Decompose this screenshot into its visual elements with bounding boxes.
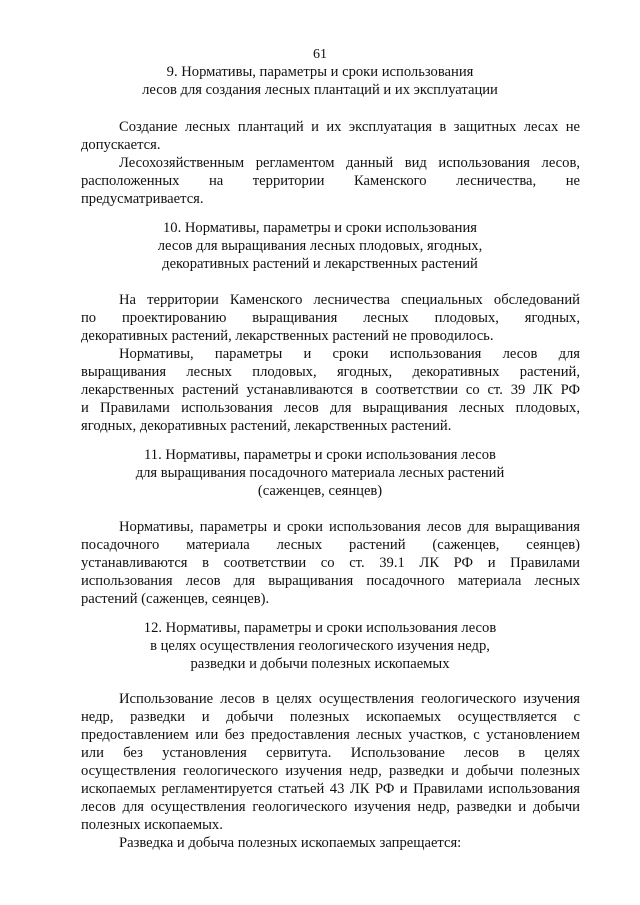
heading-line: 9. Нормативы, параметры и сроки использования xyxy=(166,64,474,80)
heading-line: 11. Нормативы, параметры и сроки использования лесов xyxy=(144,447,496,463)
section-10-heading xyxy=(0,219,640,273)
paragraph-line: лесов для осуществления геологического изучения недр, разведки и добычи xyxy=(81,799,580,815)
paragraph-line: Нормативы, параметры и сроки использования лесов для выращивания xyxy=(119,519,580,535)
section-12-heading xyxy=(0,619,640,673)
paragraph-line: Лесохозяйственным регламентом данный вид использования лесов, xyxy=(119,155,580,171)
paragraph-line: ягодных, декоративных растений, лекарственных растений. xyxy=(81,418,452,434)
paragraph-line: декоративных растений, лекарственных растений не проводилось. xyxy=(81,328,494,344)
heading-line: для выращивания посадочного материала лесных растений xyxy=(135,465,505,481)
heading-line: в целях осуществления геологического изучения недр, xyxy=(150,638,490,654)
section-11-heading xyxy=(0,446,640,500)
paragraph-line: растений (саженцев, сеянцев). xyxy=(81,591,270,607)
paragraph-line: по проектированию выращивания лесных плодовых, ягодных, xyxy=(81,310,580,326)
heading-line: разведки и добычи полезных ископаемых xyxy=(190,656,450,672)
paragraph-line: На территории Каменского лесничества специальных обследований xyxy=(119,292,580,308)
page-number: 61 xyxy=(313,47,327,62)
paragraph-line: Разведка и добыча полезных ископаемых запрещается: xyxy=(119,835,462,851)
paragraph-line: выращивания лесных плодовых, ягодных, декоративных растений, xyxy=(81,364,580,380)
heading-line: 12. Нормативы, параметры и сроки использования лесов xyxy=(143,620,497,636)
paragraph-line: или без установления сервитута. Использование лесов в целях xyxy=(81,745,580,761)
heading-line: декоративных растений и лекарственных растений xyxy=(162,256,478,272)
paragraph-line: Нормативы, параметры и сроки использования лесов для xyxy=(119,346,580,362)
paragraph-line: устанавливаются в соответствии со ст. 39.1 ЛК РФ и Правилами xyxy=(81,555,580,571)
paragraph-line: лекарственных растений устанавливаются в соответствии со ст. 39 ЛК РФ xyxy=(81,382,580,398)
paragraph-line: Создание лесных плантаций и их эксплуатация в защитных лесах не xyxy=(119,119,580,135)
paragraph-line: посадочного материала лесных растений (саженцев, сеянцев) xyxy=(81,537,580,553)
heading-line: лесов для создания лесных плантаций и их эксплуатации xyxy=(142,82,498,98)
paragraph-line: допускается. xyxy=(81,137,161,153)
paragraph-line: ископаемых регламентируется статьей 43 ЛК РФ и Правилами использования xyxy=(81,781,580,797)
paragraph-line: Использование лесов в целях осуществления геологического изучения xyxy=(119,691,580,707)
paragraph-line: использования лесов для выращивания посадочного материала лесных xyxy=(81,573,580,589)
heading-line: (саженцев, сеянцев) xyxy=(257,483,383,499)
paragraph-line: предоставлением или без предоставления лесных участков, с установлением xyxy=(81,727,580,743)
paragraph-line: предусматривается. xyxy=(81,191,204,207)
paragraph-line: полезных ископаемых. xyxy=(81,817,223,833)
heading-line: 10. Нормативы, параметры и сроки использования xyxy=(162,220,477,236)
paragraph-line: расположенных на территории Каменского лесничества, не xyxy=(81,173,580,189)
paragraph-line: и Правилами использования лесов для выращивания лесных плодовых, xyxy=(81,400,580,416)
heading-line: лесов для выращивания лесных плодовых, ягодных, xyxy=(157,238,483,254)
paragraph-line: недр, разведки и добычи полезных ископаемых осуществляется с xyxy=(81,709,580,725)
paragraph-line: осуществления геологического изучения недр, разведки и добычи полезных xyxy=(81,763,580,779)
section-9-heading xyxy=(0,63,640,99)
